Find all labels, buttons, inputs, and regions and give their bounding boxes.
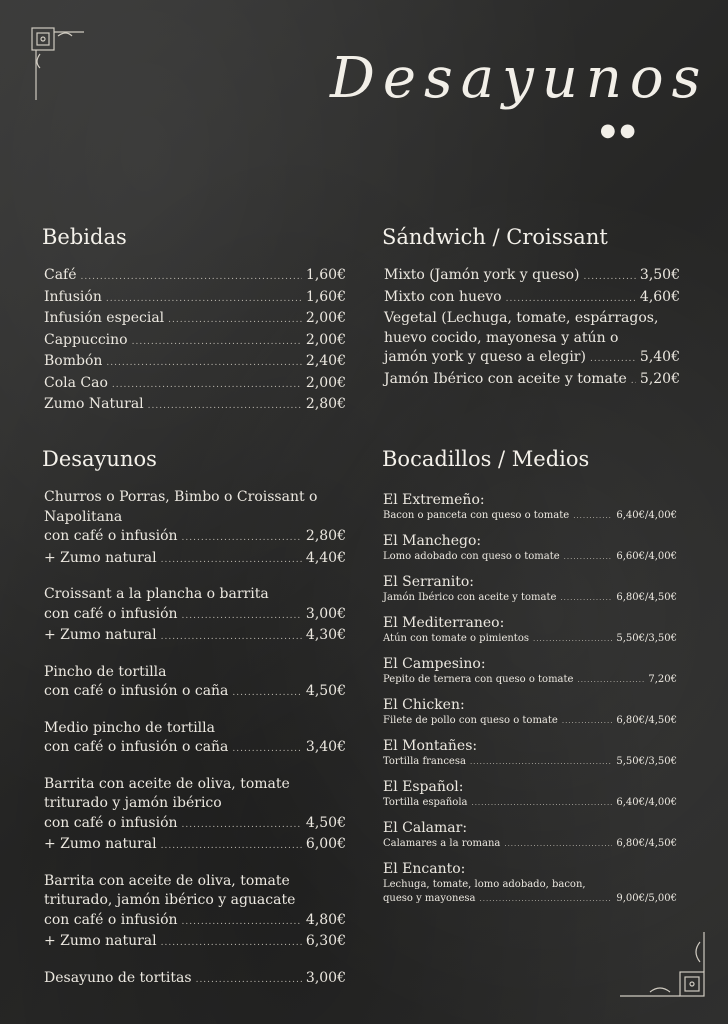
menu-row — [44, 626, 346, 648]
item-price: 2,40€ — [305, 353, 346, 369]
item-price: 6,60€/4,00€ — [616, 551, 677, 562]
dot-leader — [161, 551, 302, 571]
item-price: 3,00€ — [305, 605, 346, 622]
item-name: + Zumo natural — [44, 933, 157, 949]
item-price: 6,40€/4,00€ — [616, 510, 677, 521]
bocadillo-desc: Filete de pollo con queso o tomate — [383, 715, 558, 726]
item-price: 6,30€ — [305, 933, 346, 949]
dot-leader — [631, 372, 636, 392]
menu-row — [44, 911, 346, 933]
sandwich-heading: Sándwich / Croissant — [382, 225, 608, 249]
item-text-line: Barrita con aceite de oliva, tomate — [44, 775, 290, 792]
menu-row — [383, 632, 677, 646]
dot-leader — [106, 290, 302, 310]
item-text-line: Medio pincho de tortilla — [44, 719, 215, 736]
bocadillo-name: El Español: — [383, 779, 464, 795]
dot-leader — [577, 673, 644, 687]
menu-row — [383, 673, 677, 687]
bocadillo-item — [383, 491, 677, 523]
desayuno-block — [44, 872, 346, 954]
item-price: 4,50€ — [305, 814, 346, 831]
item-price: 6,80€/4,50€ — [616, 592, 677, 603]
desayuno-block — [44, 719, 346, 760]
desayuno-block — [44, 488, 346, 570]
bocadillo-desc: Tortilla francesa — [383, 756, 466, 767]
item-name: Cola Cao — [44, 374, 108, 391]
bocadillo-desc-line: Lechuga, tomate, lomo adobado, bacon, — [383, 879, 586, 890]
bocadillo-desc: queso y mayonesa — [383, 893, 476, 904]
title-dots-decoration: ●● — [600, 120, 640, 141]
bocadillo-desc: Calamares a la romana — [383, 838, 501, 849]
menu-row — [44, 738, 346, 760]
item-price: 7,20€ — [648, 674, 677, 685]
bocadillo-item — [383, 778, 677, 810]
dot-leader — [106, 354, 302, 374]
item-text-line: Churros o Porras, Bimbo o Croissant o — [44, 489, 318, 505]
menu-row — [44, 352, 346, 374]
bocadillo-desc: Lomo adobado con queso o tomate — [383, 551, 560, 562]
item-name: con café o infusión o caña — [44, 683, 229, 699]
item-text-line: Barrita con aceite de oliva, tomate — [44, 872, 290, 889]
item-text-line: triturado y jamón ibérico — [44, 795, 222, 811]
bocadillo-item — [383, 614, 677, 646]
dot-leader — [480, 892, 613, 906]
dot-leader — [161, 837, 302, 857]
desayunos-heading: Desayunos — [42, 447, 157, 471]
dot-leader — [471, 796, 612, 810]
item-price: 9,00€/5,00€ — [616, 893, 677, 904]
item-name: con café o infusión — [44, 911, 178, 928]
bocadillo-desc: Atún con tomate o pimientos — [383, 633, 529, 644]
corner-ornament-icon — [28, 24, 88, 104]
item-price: 3,50€ — [639, 267, 680, 283]
dot-leader — [470, 755, 612, 769]
menu-row — [44, 932, 346, 954]
item-text-line: Pincho de tortilla — [44, 663, 167, 680]
menu-row — [383, 550, 677, 564]
dot-leader — [232, 684, 302, 704]
item-name: + Zumo natural — [44, 627, 157, 643]
item-price: 1,60€ — [305, 267, 346, 283]
item-text-line: triturado, jamón ibérico y aguacate — [44, 892, 296, 908]
bocadillos-list — [383, 491, 677, 915]
item-price: 1,60€ — [305, 288, 346, 305]
item-name: Mixto con huevo — [384, 288, 502, 305]
bocadillo-name: El Mediterraneo: — [383, 615, 505, 631]
item-price: 6,00€ — [305, 836, 346, 852]
dot-leader — [573, 509, 612, 523]
desayuno-block — [44, 969, 346, 991]
dot-leader — [182, 913, 302, 933]
menu-row — [44, 835, 346, 857]
bocadillo-name: El Calamar: — [383, 820, 468, 836]
item-price: 6,40€/4,00€ — [616, 797, 677, 808]
menu-row — [44, 288, 346, 310]
item-text-line: Napolitana — [44, 508, 123, 525]
menu-row — [384, 348, 680, 370]
bocadillo-item — [383, 819, 677, 851]
item-price: 5,40€ — [639, 349, 680, 365]
dot-leader — [196, 971, 302, 991]
item-price: 4,80€ — [305, 911, 346, 928]
dot-leader — [132, 333, 302, 353]
desayuno-block — [44, 663, 346, 704]
dot-leader — [182, 607, 302, 627]
item-name: Mixto (Jamón york y queso) — [384, 267, 580, 283]
item-name: Zumo Natural — [44, 396, 144, 412]
dot-leader — [161, 628, 302, 648]
item-name: Café — [44, 267, 77, 283]
bocadillo-desc: Pepito de ternera con queso o tomate — [383, 674, 574, 685]
dot-leader — [182, 816, 302, 836]
menu-row — [44, 309, 346, 331]
item-price: 5,50€/3,50€ — [616, 633, 677, 644]
dot-leader — [81, 268, 302, 288]
bocadillo-name: El Campesino: — [383, 656, 486, 672]
menu-row — [44, 549, 346, 571]
item-price: 5,20€ — [639, 370, 680, 387]
bocadillo-item — [383, 860, 677, 906]
menu-row — [44, 266, 346, 288]
item-name: + Zumo natural — [44, 836, 157, 852]
bocadillo-item — [383, 532, 677, 564]
bebidas-list — [44, 266, 346, 417]
desayuno-block — [44, 775, 346, 857]
item-text-line: Vegetal (Lechuga, tomate, espárragos, — [384, 310, 659, 326]
dot-leader — [182, 529, 302, 549]
menu-row — [44, 682, 346, 704]
dot-leader — [590, 350, 636, 370]
item-price: 6,80€/4,50€ — [616, 838, 677, 849]
menu-row — [383, 837, 677, 851]
bocadillo-name: El Extremeño: — [383, 492, 485, 508]
item-name: con café o infusión — [44, 528, 178, 544]
item-name: con café o infusión o caña — [44, 739, 229, 755]
sandwich-list — [384, 266, 680, 391]
desayuno-block — [44, 585, 346, 648]
bocadillo-item — [383, 737, 677, 769]
item-name: Desayuno de tortitas — [44, 969, 192, 986]
dot-leader — [560, 591, 612, 605]
menu-row — [384, 288, 680, 310]
bocadillo-item — [383, 696, 677, 728]
page-title: Desayunos — [330, 46, 709, 111]
item-name: Jamón Ibérico con aceite y tomate — [384, 370, 627, 387]
menu-row — [384, 370, 680, 392]
bebidas-heading: Bebidas — [42, 225, 127, 249]
menu-row — [383, 509, 677, 523]
item-name: jamón york y queso a elegir) — [384, 349, 586, 365]
menu-row — [383, 755, 677, 769]
menu-row — [44, 331, 346, 353]
dot-leader — [161, 934, 302, 954]
dot-leader — [533, 632, 612, 646]
item-name: Infusión — [44, 288, 102, 305]
menu-row — [44, 969, 346, 991]
item-price: 2,00€ — [305, 374, 346, 391]
menu-row — [44, 374, 346, 396]
bocadillo-name: El Encanto: — [383, 861, 466, 877]
item-text-line: Croissant a la plancha o barrita — [44, 586, 269, 602]
dot-leader — [583, 268, 635, 288]
item-price: 2,00€ — [305, 310, 346, 326]
item-price: 2,80€ — [305, 396, 346, 412]
bocadillo-name: El Serranito: — [383, 574, 475, 590]
menu-row — [44, 527, 346, 549]
dot-leader — [564, 550, 613, 564]
menu-row — [383, 591, 677, 605]
bocadillo-desc: Bacon o panceta con queso o tomate — [383, 510, 570, 521]
bocadillo-name: El Manchego: — [383, 533, 482, 549]
item-name: + Zumo natural — [44, 549, 157, 566]
item-price: 6,80€/4,50€ — [616, 715, 677, 726]
menu-row — [44, 395, 346, 417]
menu-row — [383, 714, 677, 728]
bocadillo-item — [383, 655, 677, 687]
item-price: 2,80€ — [305, 528, 346, 544]
item-price: 5,50€/3,50€ — [616, 756, 677, 767]
menu-row — [383, 892, 677, 906]
dot-leader — [232, 740, 302, 760]
item-price: 4,40€ — [305, 549, 346, 566]
dot-leader — [112, 376, 302, 396]
item-price: 3,40€ — [305, 739, 346, 755]
bocadillos-heading: Bocadillos / Medios — [382, 447, 590, 471]
item-price: 4,60€ — [639, 288, 680, 305]
item-name: Cappuccino — [44, 331, 128, 348]
desayunos-list — [44, 488, 346, 1005]
menu-row — [44, 814, 346, 836]
dot-leader — [148, 397, 302, 417]
item-price: 4,50€ — [305, 683, 346, 699]
menu-row — [383, 796, 677, 810]
corner-ornament-icon — [610, 922, 710, 1002]
bocadillo-name: El Chicken: — [383, 697, 465, 713]
dot-leader — [504, 837, 612, 851]
item-name: Infusión especial — [44, 310, 165, 326]
dot-leader — [168, 311, 302, 331]
dot-leader — [506, 290, 636, 310]
menu-row — [44, 605, 346, 627]
bocadillo-desc: Tortilla española — [383, 797, 468, 808]
dot-leader — [562, 714, 613, 728]
item-price: 2,00€ — [305, 331, 346, 348]
item-text-line: huevo cocido, mayonesa y atún o — [384, 329, 619, 346]
bocadillo-desc: Jamón Ibérico con aceite y tomate — [383, 592, 557, 603]
bocadillo-name: El Montañes: — [383, 738, 478, 754]
item-name: Bombón — [44, 353, 103, 369]
item-name: con café o infusión — [44, 605, 178, 622]
item-price: 4,30€ — [305, 627, 346, 643]
item-name: con café o infusión — [44, 814, 178, 831]
bocadillo-item — [383, 573, 677, 605]
item-price: 3,00€ — [305, 969, 346, 986]
menu-row — [384, 266, 680, 288]
